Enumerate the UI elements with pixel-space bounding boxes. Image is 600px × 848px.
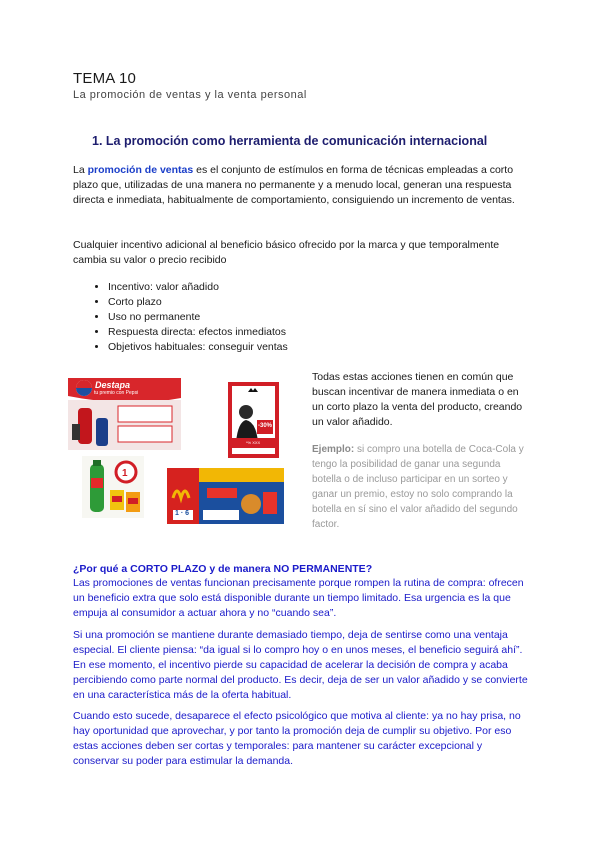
list-item: • Corto plazo <box>108 295 288 310</box>
example-paragraph <box>312 442 530 532</box>
explanation-paragraph: Si una promoción se mantiene durante demasiado tiempo, deja de sentirse como una ventaja especial. El cliente piensa: “da igual si lo compro hoy o en unos meses, el beneficio seguirá ahí”. En ese momento, el incentivo pierde su capacidad de acelerar la decisión de compra y acaba percibiendo como parte normal del producto. Es decir, deja de ser un valor añadido y se convierte en una característica más de la oferta habitual. <box>73 629 528 701</box>
list-item: • Incentivo: valor añadido <box>108 280 288 295</box>
section-number: 1. <box>92 134 103 148</box>
list-item: • Objetivos habituales: conseguir ventas <box>108 340 288 355</box>
pepsi-line2: tu premio con Pepsi <box>94 390 139 396</box>
example-label: Ejemplo: <box>312 444 355 455</box>
adidas-discount: -30% <box>258 423 273 429</box>
explanation-paragraph: Cuando esto sucede, desaparece el efecto psicológico que motiva al cliente: ya no hay prisa, no hay oportunidad que aprovechar, y por tanto la promoción deja de cumplir su objetivo. Por eso estas acciones deben ser cortas y temporales: para mantener su carácter excepcional y conservar su poder para estimular la demanda. <box>73 710 521 767</box>
mcdonalds-range: 1 · 6 <box>175 510 190 517</box>
adidas-promo-image <box>228 382 279 458</box>
definition-prefix: La <box>73 164 88 176</box>
adidas-tag: *% XXX <box>246 440 261 445</box>
7up-promo-image <box>82 456 144 518</box>
list-item: • Respuesta directa: efectos inmediatos <box>108 325 288 340</box>
actions-summary: Todas estas acciones tienen en común que buscan incentivar de manera inmediata o en un corto plazo la venta del producto, creando un valor añadido. <box>312 371 523 428</box>
incentive-paragraph: Cualquier incentivo adicional al beneficio básico ofrecido por la marca y que temporalmente cambia su valor o precio recibido <box>73 239 500 266</box>
mcdonalds-promo-image <box>167 468 284 524</box>
pepsi-promo-image <box>68 378 181 450</box>
definition-text: es el conjunto de estímulos en forma de técnicas empleadas a corto plazo que, utilizadas de una manera no permanente y a menudo local, generan una respuesta directa e inmediata, habitualmente de comportamiento, consiguiendo un incremento de ventas. <box>73 164 515 206</box>
page-title: TEMA 10 <box>73 70 137 87</box>
explanation-paragraph: Las promociones de ventas funcionan precisamente porque rompen la rutina de compra: ofrecen un beneficio extra que solo está disponible durante un tiempo limitado. Esa urgencia es la que empuja al consumidor a actuar ahora y no “cuando sea”. <box>73 577 524 619</box>
pepsi-line1: Destapa <box>95 380 131 390</box>
definition-paragraph <box>73 163 533 208</box>
highlight-term: promoción de ventas <box>87 164 194 176</box>
question-heading: ¿Por qué a CORTO PLAZO y de manera NO PERMANENTE? <box>73 563 373 575</box>
example-text: si compro una botella de Coca-Cola y tengo la posibilidad de ganar una segunda botella o de incluso participar en un sorteo y ganar un premio, estoy no solo comprando la botella en sí sino el valor añadido del segundo factor. <box>312 444 524 530</box>
section-heading <box>92 134 487 148</box>
list-item: • Uso no permanente <box>108 310 288 325</box>
features-list <box>90 280 288 355</box>
section-title: La promoción como herramienta de comunicación internacional <box>105 134 488 148</box>
svg-text:1: 1 <box>122 468 128 479</box>
page-subtitle: La promoción de ventas y la venta personal <box>73 89 307 101</box>
